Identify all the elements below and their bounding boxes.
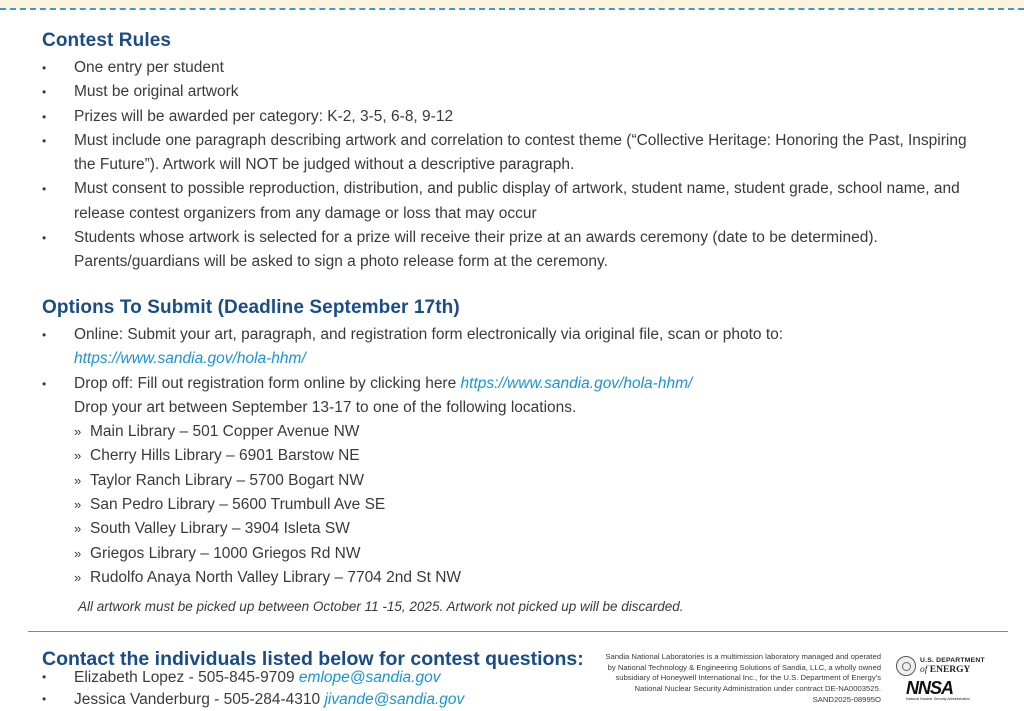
nnsa-mark: NNSA <box>906 678 954 698</box>
online-option <box>42 323 1012 372</box>
sandia-disclaimer: Sandia National Laboratories is a multimission laboratory managed and operated by National Technology & Engineering Solutions of Sandia, LLC, a wholly owned subsidiary of Honeywell International Inc., for the U.S. Department of Energy's National Nuclear Security Administration under contract DE-NA0003525. SAND2025-08995O <box>605 652 881 704</box>
doe-logo-line1: U.S. DEPARTMENT <box>920 657 985 664</box>
contact-item <box>42 689 464 711</box>
online-submit-link[interactable]: https://www.sandia.gov/hola-hhm/ <box>74 350 306 368</box>
rule-item: • Must include one paragraph describing artwork and correlation to contest theme (“Collective Heritage: Honoring the Past, Inspiring the Future”). Artwork will NOT be judged without a descriptive paragraph. <box>42 129 1012 178</box>
rule-item: • Prizes will be awarded per category: K-2, 3-5, 6-8, 9-12 <box>42 105 1012 129</box>
contact-heading: Contact the individuals listed below for contest questions: <box>42 648 584 670</box>
rule-item: • Students whose artwork is selected for a prize will receive their prize at an awards ceremony (date to be determined). Parents/guardians will be asked to sign a photo release form at the ceremony. <box>42 226 1012 275</box>
contest-rules-list <box>42 56 1012 275</box>
doe-seal-icon <box>896 656 916 676</box>
location-item: » Griegos Library – 1000 Griegos Rd NW <box>74 542 1012 566</box>
location-item: » Taylor Ranch Library – 5700 Bogart NW <box>74 469 1012 493</box>
dropoff-locations-list <box>74 420 1012 590</box>
nnsa-subtitle: National Nuclear Security Administration <box>906 697 971 701</box>
dropoff-option-text: Drop off: Fill out registration form online by clicking here <box>74 374 457 392</box>
doe-logo <box>896 656 986 678</box>
contact-list <box>42 667 464 710</box>
registration-form-link[interactable]: https://www.sandia.gov/hola-hhm/ <box>460 374 693 392</box>
contact-item <box>42 667 464 689</box>
options-heading: Options To Submit (Deadline September 17th) <box>42 297 460 318</box>
pickup-note: All artwork must be picked up between October 11 -15, 2025. Artwork not picked up will be discarded. <box>78 599 684 614</box>
dropoff-instructions: Drop your art between September 13-17 to one of the following locations. <box>74 398 577 416</box>
rule-item: • Must be original artwork <box>42 80 1012 104</box>
location-item: » San Pedro Library – 5600 Trumbull Ave SE <box>74 493 1012 517</box>
location-item: » Main Library – 501 Copper Avenue NW <box>74 420 1012 444</box>
rule-item: • Must consent to possible reproduction, distribution, and public display of artwork, student name, student grade, school name, and release contest organizers from any damage or loss that may occur <box>42 177 1012 226</box>
contact-email-link[interactable]: jivande@sandia.gov <box>324 690 465 708</box>
top-dashed-border <box>0 8 1024 10</box>
contact-email-link[interactable]: emlope@sandia.gov <box>298 669 441 686</box>
submit-options-list <box>42 323 1012 590</box>
contact-name-phone: Elizabeth Lopez - 505-845-9709 <box>74 669 299 686</box>
online-option-text: Online: Submit your art, paragraph, and registration form electronically via original file, scan or photo to: <box>74 326 784 343</box>
contest-rules-heading: Contest Rules <box>42 30 172 51</box>
section-divider <box>28 631 1008 632</box>
nnsa-logo <box>906 678 982 702</box>
rule-item: • One entry per student <box>42 56 1012 80</box>
location-item: » Cherry Hills Library – 6901 Barstow NE <box>74 444 1012 468</box>
doe-logo-line2: of ENERGY <box>920 665 971 675</box>
contact-name-phone: Jessica Vanderburg - 505-284-4310 <box>74 690 325 708</box>
location-item: » South Valley Library – 3904 Isleta SW <box>74 517 1012 541</box>
location-item: » Rudolfo Anaya North Valley Library – 7704 2nd St NW <box>74 566 1012 590</box>
dropoff-option <box>42 372 1012 591</box>
